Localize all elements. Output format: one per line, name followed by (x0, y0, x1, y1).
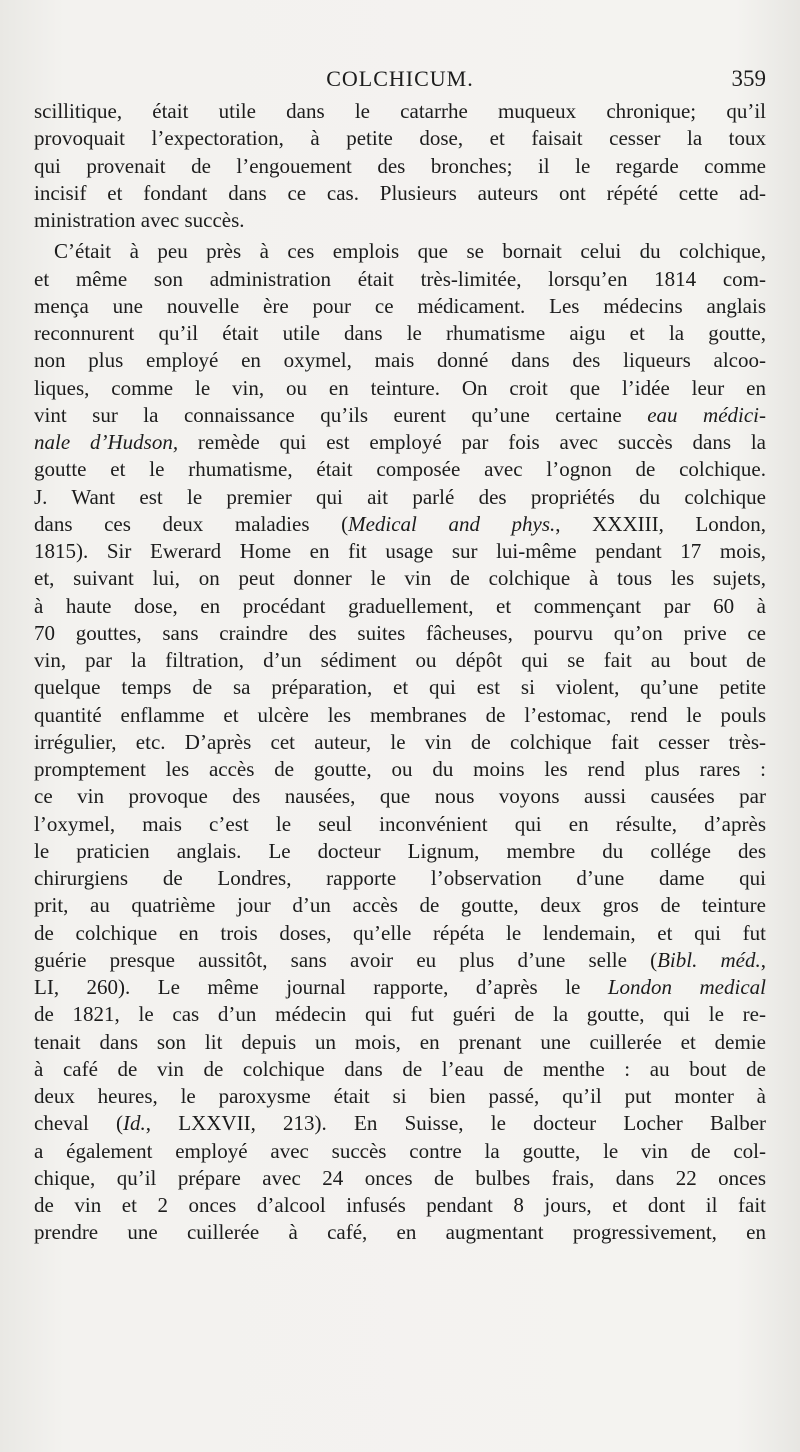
text-line (34, 98, 766, 125)
text-line (34, 1138, 766, 1165)
text-line (34, 620, 766, 647)
text-line (34, 892, 766, 919)
text-line (34, 347, 766, 374)
italic-text: London medical (607, 975, 766, 999)
text-run: , (760, 947, 766, 972)
text-line (34, 180, 766, 207)
text-run: a également employé avec succès contre la goutte, le vin de col- (34, 1138, 766, 1163)
text-run: quelque temps de sa préparation, et qui est si violent, qu’une petite (34, 675, 766, 700)
text-run: dans ces deux maladies ( (34, 511, 349, 536)
text-run: et même son administration était très-limitée, lorsqu’en 1814 com- (34, 266, 766, 291)
text-line (34, 947, 766, 974)
text-run: promptement les accès de goutte, ou du moins les rend plus rares : (34, 757, 766, 781)
paragraph (34, 98, 766, 234)
text-line (34, 207, 766, 234)
text-run: guérie presque aussitôt, sans avoir eu plus d’une selle ( (34, 947, 658, 972)
text-run: quantité enflamme et ulcère les membranes de l’estomac, rend le pouls (34, 702, 766, 727)
text-line (34, 320, 766, 347)
text-line (34, 293, 766, 320)
text-run: à haute dose, en procédant graduellement, et commençant par 60 à (34, 593, 766, 618)
text-line (34, 456, 766, 483)
italic-text: nale d’Hudson, (34, 430, 179, 454)
text-line (34, 1192, 766, 1219)
text-run: à café de vin de colchique dans de l’eau de menthe : au bout de (34, 1056, 766, 1081)
text-run: incisif et fondant dans ce cas. Plusieurs auteurs ont répété cette ad- (34, 180, 766, 205)
text-line (34, 266, 766, 293)
running-head: COLCHICUM. (326, 66, 474, 91)
text-line (34, 756, 766, 783)
paragraph (34, 238, 766, 1246)
text-run: chirurgiens de Londres, rapporte l’observation d’une dame qui (34, 866, 766, 890)
text-line (34, 838, 766, 865)
text-line (34, 565, 766, 592)
text-line (34, 647, 766, 674)
text-run: liques, comme le vin, ou en teinture. On croit que l’idée leur en (34, 375, 766, 400)
text-run: reconnurent qu’il était utile dans le rhumatisme aigu et la goutte, (34, 321, 766, 345)
text-run: scillitique, était utile dans le catarrhe muqueux chronique; qu’il (34, 99, 766, 123)
text-line (34, 484, 766, 511)
text-run: 70 gouttes, sans craindre des suites fâcheuses, pourvu qu’on prive ce (34, 620, 766, 645)
page-header (34, 66, 766, 100)
italic-text: eau médici- (647, 402, 766, 427)
text-run: vint sur la connaissance qu’ils eurent qu’une certaine (34, 402, 648, 427)
text-run: LI, 260). Le même journal rapporte, d’après le (34, 975, 608, 999)
text-line (34, 153, 766, 180)
text-run: goutte et le rhumatisme, était composée avec l’ognon de colchique. (34, 457, 766, 482)
page-number: 359 (731, 66, 766, 91)
text-run: irrégulier, etc. D’après cet auteur, le vin de colchique fait cesser très- (34, 729, 766, 754)
text-line (34, 238, 766, 265)
text-line (34, 811, 766, 838)
text-run: ministration avec succès. (34, 208, 245, 232)
text-run: le praticien anglais. Le docteur Lignum, membre du collége des (34, 838, 766, 863)
text-line (34, 1056, 766, 1083)
text-line (34, 783, 766, 810)
text-run: chique, qu’il prépare avec 24 onces de bulbes frais, dans 22 onces (34, 1165, 766, 1190)
text-line (34, 1165, 766, 1192)
text-line (34, 538, 766, 565)
text-line (34, 729, 766, 756)
text-line (34, 402, 766, 429)
text-run: de vin et 2 onces d’alcool infusés pendant 8 jours, et dont il fait (34, 1193, 766, 1217)
text-line (34, 974, 766, 1001)
text-run: C’était à peu près à ces emplois que se bornait celui du colchique, (54, 239, 766, 264)
text-run: de colchique en trois doses, qu’elle répéta le lendemain, et qui fut (34, 920, 766, 945)
text-run: deux heures, le paroxysme était si bien passé, qu’il put monter à (34, 1084, 766, 1108)
text-run: remède qui est employé par fois avec succès dans la (178, 430, 766, 454)
text-line (34, 429, 766, 456)
text-line (34, 1219, 766, 1246)
text-run: cheval ( (34, 1111, 124, 1136)
text-line (34, 593, 766, 620)
text-run: , XXXIII, London, (555, 511, 766, 536)
text-line (34, 702, 766, 729)
text-line (34, 1110, 766, 1137)
text-run: ce vin provoque des nausées, que nous voyons aussi causées par (34, 784, 766, 809)
text-run: vin, par la filtration, d’un sédiment ou dépôt qui se fait au bout de (34, 648, 766, 672)
text-line (34, 375, 766, 402)
text-run: l’oxymel, mais c’est le seul inconvénient qui en résulte, d’après (34, 811, 766, 836)
text-run: qui provenait de l’engouement des bronches; il le regarde comme (34, 153, 766, 178)
italic-text: Bibl. méd. (657, 947, 761, 972)
text-run: et, suivant lui, on peut donner le vin de colchique à tous les sujets, (34, 566, 766, 591)
text-line (34, 1001, 766, 1028)
text-run: , LXXVII, 213). En Suisse, le docteur Locher Balber (145, 1111, 766, 1136)
text-line (34, 674, 766, 701)
text-run: J. Want est le premier qui ait parlé des propriétés du colchique (34, 484, 766, 509)
text-run: non plus employé en oxymel, mais donné dans des liqueurs alcoo- (34, 348, 766, 373)
text-line (34, 511, 766, 538)
text-run: prit, au quatrième jour d’un accès de goutte, deux gros de teinture (34, 893, 766, 918)
body-text (34, 98, 766, 1247)
text-line (34, 125, 766, 152)
text-run: mença une nouvelle ère pour ce médicament. Les médecins anglais (34, 293, 766, 318)
text-line (34, 1029, 766, 1056)
text-run: prendre une cuillerée à café, en augmentant progressivement, en (34, 1220, 766, 1245)
italic-text: Medical and phys. (348, 511, 556, 536)
italic-text: Id. (123, 1111, 146, 1136)
text-line (34, 1083, 766, 1110)
text-run: provoquait l’expectoration, à petite dose, et faisait cesser la toux (34, 126, 766, 151)
text-run: de 1821, le cas d’un médecin qui fut guéri de la goutte, qui le re- (34, 1002, 766, 1027)
text-line (34, 865, 766, 892)
text-run: 1815). Sir Ewerard Home en fit usage sur lui-même pendant 17 mois, (34, 539, 766, 563)
text-run: tenait dans son lit depuis un mois, en prenant une cuillerée et demie (34, 1029, 766, 1054)
text-line (34, 920, 766, 947)
